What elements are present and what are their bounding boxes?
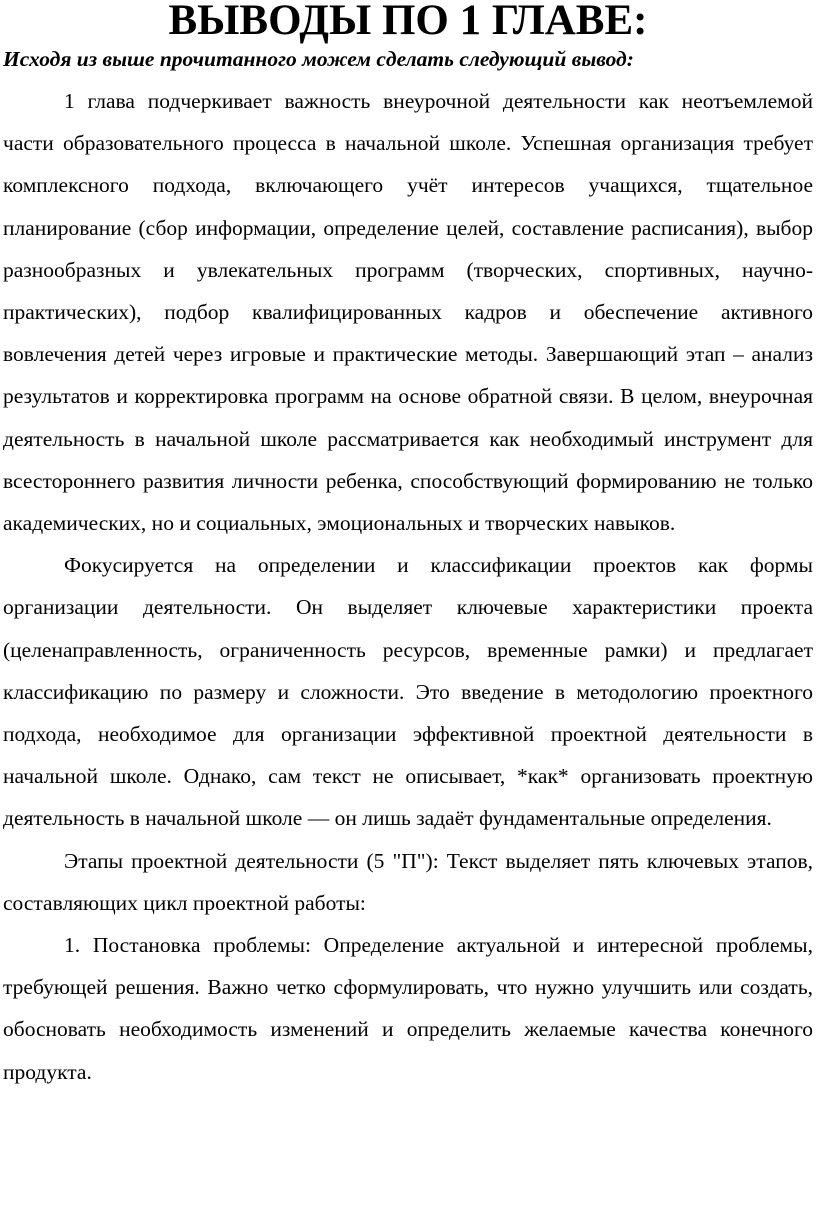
chapter-conclusions-heading: ВЫВОДЫ ПО 1 ГЛАВЕ: [168,0,648,44]
paragraph-project-stages: Этапы проектной деятельности (5 "П"): Текст выделяет пять ключевых этапов, составляющих цикл проектной работы: [3,848,813,915]
paragraph-stage-one: 1. Постановка проблемы: Определение актуальной и интересной проблемы, требующей решения. Важно четко сформулировать, что нужно улучшить или создать, обосновать необходимость изменений и определить желаемые качества конечного продукта. [3,933,813,1084]
paragraph-project-definition: Фокусируется на определении и классификации проектов как формы организации деятельности. Он выделяет ключевые характеристики проекта (целенаправленность, ограниченность ресурсов, временные рамки) и предлагает классификацию по размеру и сложности. Это введение в методологию проектного подхода, необходимое для организации эффективной проектной деятельности в начальной школе. Однако, сам текст не описывает, *как* организовать проектную деятельность в начальной школе — он лишь задаёт фундаментальные определения. [3,553,813,831]
paragraph-chapter-summary: 1 глава подчеркивает важность внеурочной деятельности как неотъемлемой части образовательного процесса в начальной школе. Успешная организация требует комплексного подхода, включающего учёт интересов учащихся, тщательное планирование (сбор информации, определение целей, составление расписания), выбор разнообразных и увлекательных программ (творческих, спортивных, научно-практических), подбор квалифицированных кадров и обеспечение активного вовлечения детей через игровые и практические методы. Завершающий этап – анализ результатов и корректировка программ на основе обратной связи. В целом, внеурочная деятельность в начальной школе рассматривается как необходимый инструмент для всестороннего развития личности ребенка, способствующий формированию не только академических, но и социальных, эмоциональных и творческих навыков. [3,89,813,536]
lead-sentence: Исходя из выше прочитанного можем сделать следующий вывод: [3,47,634,71]
